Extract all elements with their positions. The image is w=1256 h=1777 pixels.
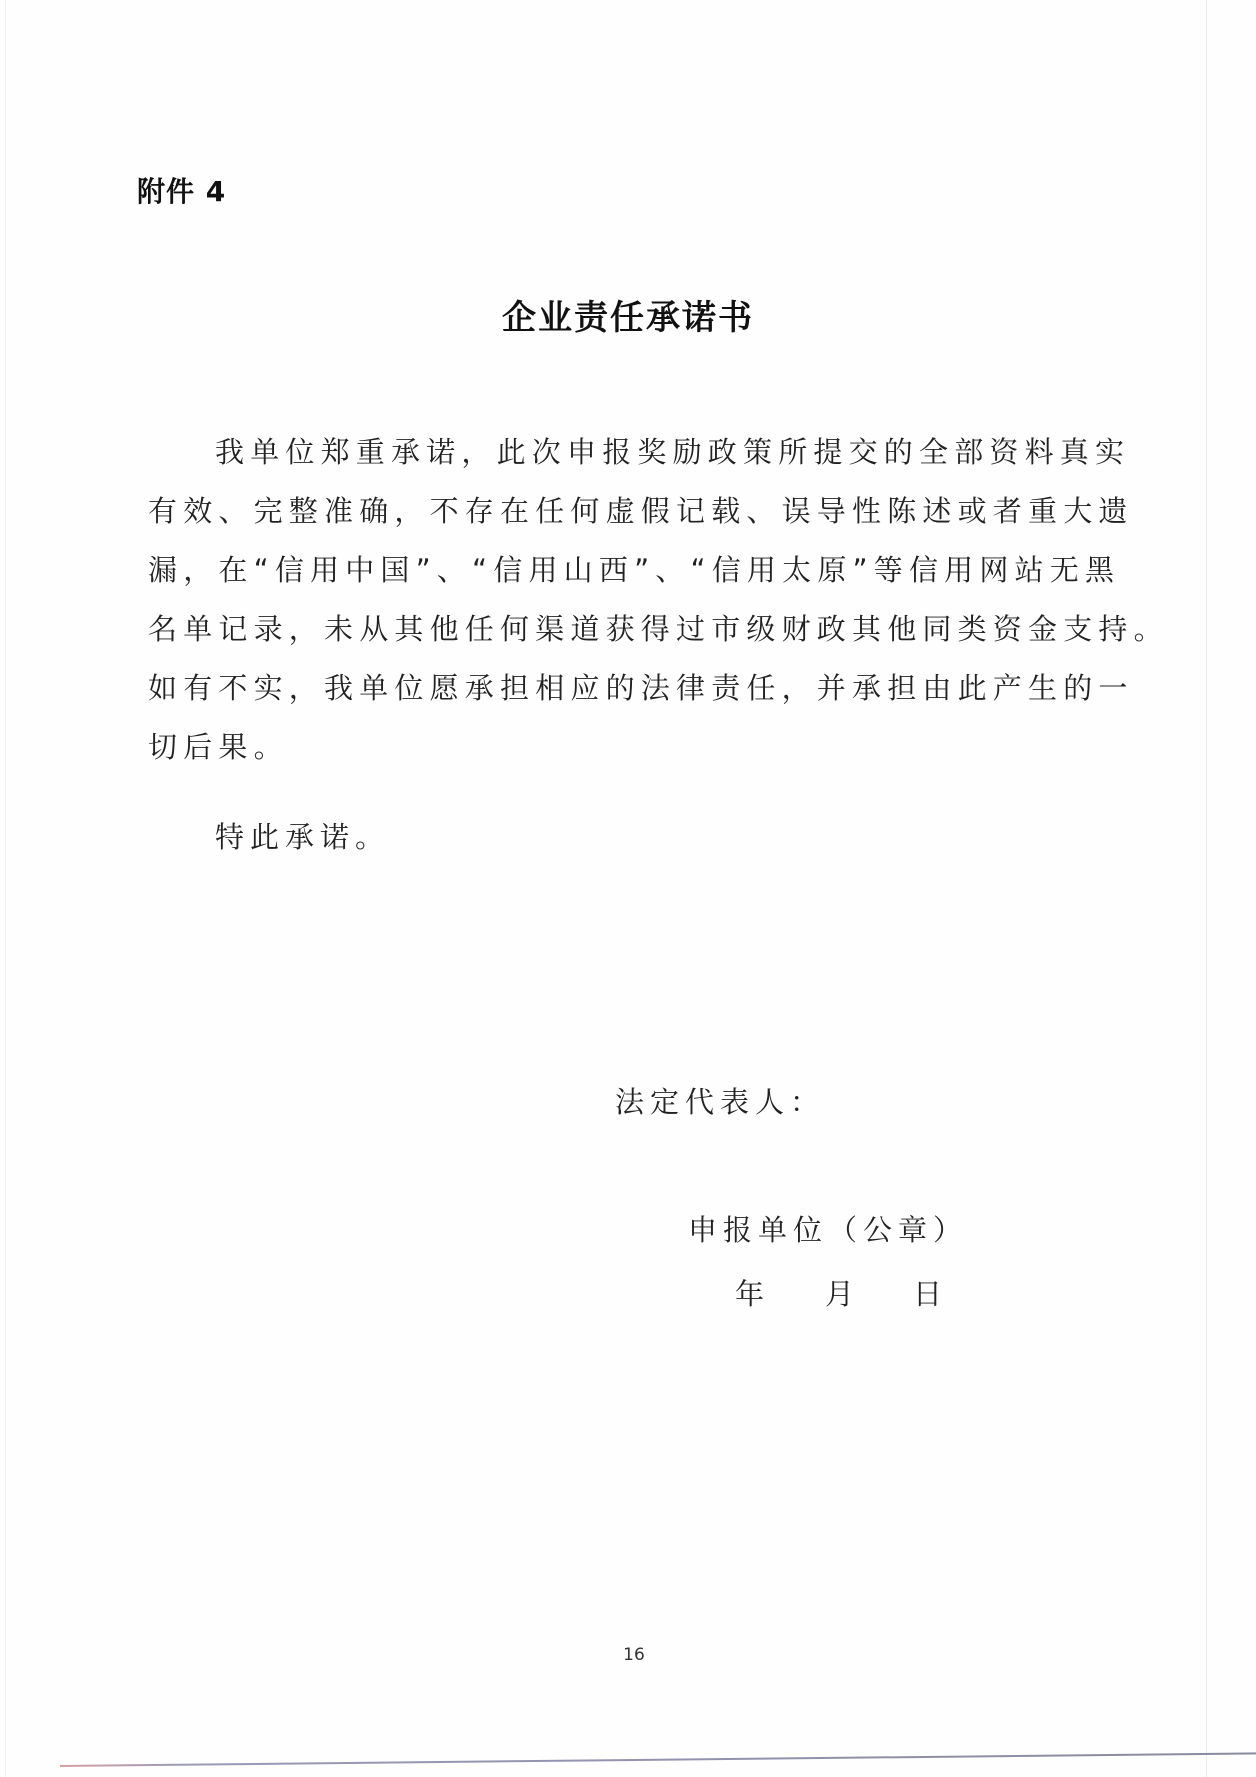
date-day-label: 日	[913, 1277, 943, 1311]
document-title	[0, 290, 1256, 339]
paragraph-line: 名单记录，未从其他任何渠道获得过市级财政其他同类资金支持。	[148, 612, 1169, 646]
legal-representative-label: 法定代表人：	[615, 1085, 826, 1119]
document-title-text: 企业责任承诺书	[502, 298, 754, 338]
date-year-label: 年	[735, 1277, 765, 1311]
commitment-paragraph	[148, 423, 1169, 777]
closing-statement: 特此承诺。	[215, 820, 391, 854]
paragraph-line: 如有不实，我单位愿承担相应的法律责任，并承担由此产生的一	[148, 671, 1134, 705]
signature-date	[735, 1272, 942, 1313]
scan-edge-bottom	[60, 1752, 1256, 1767]
scan-edge-right	[1206, 0, 1207, 1777]
page-number: 16	[623, 1645, 645, 1665]
paragraph-line: 漏，在“信用中国”、“信用山西”、“信用太原”等信用网站无黑	[148, 553, 1121, 587]
scan-edge-left	[5, 0, 6, 1777]
attachment-label: 附件 4	[137, 175, 227, 208]
applicant-unit-seal-label: 申报单位（公章）	[688, 1213, 969, 1247]
date-month-label: 月	[825, 1277, 855, 1311]
paragraph-line: 我单位郑重承诺，此次申报奖励政策所提交的全部资料真实	[215, 435, 1131, 469]
paragraph-line: 切后果。	[148, 730, 289, 764]
paragraph-line: 有效、完整准确，不存在任何虚假记载、误导性陈述或者重大遗	[148, 494, 1134, 528]
